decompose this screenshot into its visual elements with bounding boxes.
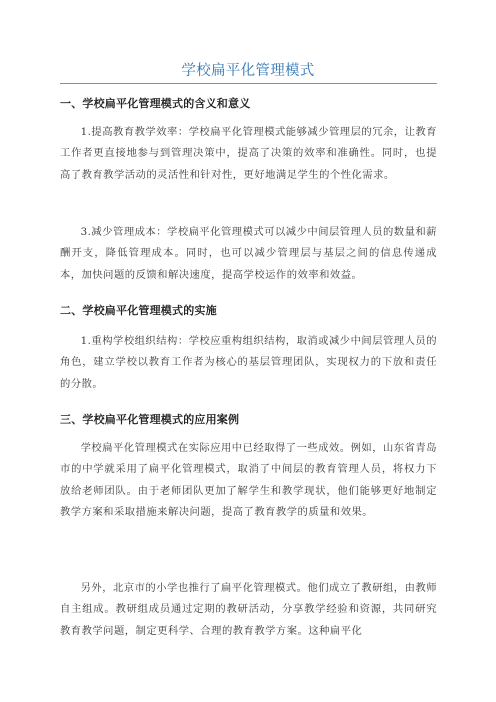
section-heading-3: 三、学校扁平化管理模式的应用案例 bbox=[60, 413, 240, 426]
paragraph: 另外，北京市的小学也推行了扁平化管理模式。他们成立了教研组，由教师自主组成。教研组成员通过定期的教研活动，分享教学经验和资源，共同研究教育教学问题，制定更科学、合理的教育教学方案。这种扁平化 bbox=[60, 582, 437, 637]
paragraph: 1.提高教育教学效率：学校扁平化管理模式能够减少管理层的冗余，让教育工作者更直接地参与到管理决策中，提高了决策的效率和准确性。同时，也提高了教育教学活动的灵活性和针对性，更好地满足学生的个性化需求。 bbox=[60, 126, 437, 181]
paragraph: 1.重构学校组织结构：学校应重构组织结构，取消或减少中间层管理人员的角色，建立学校以教育工作者为核心的基层管理团队，实现权力的下放和责任的分散。 bbox=[60, 335, 437, 390]
document-title: 学校扁平化管理模式 bbox=[181, 63, 315, 79]
section-heading-1: 一、学校扁平化管理模式的含义和意义 bbox=[60, 97, 251, 110]
title-divider bbox=[60, 83, 437, 84]
paragraph: 3.减少管理成本：学校扁平化管理模式可以减少中间层管理人员的数量和薪酬开支，降低管理成本。同时，也可以减少管理层与基层之间的信息传递成本，加快问题的反馈和解决速度，提高学校运作的效率和效益。 bbox=[60, 226, 437, 281]
paragraph: 学校扁平化管理模式在实际应用中已经取得了一些成效。例如，山东省青岛市的中学就采用了扁平化管理模式，取消了中间层的教育管理人员，将权力下放给老师团队。由于老师团队更加了解学生和教学现状，他们能够更好地制定教学方案和采取措施来解决问题，提高了教育教学的质量和效果。 bbox=[60, 442, 437, 519]
section-heading-2: 二、学校扁平化管理模式的实施 bbox=[60, 304, 217, 317]
